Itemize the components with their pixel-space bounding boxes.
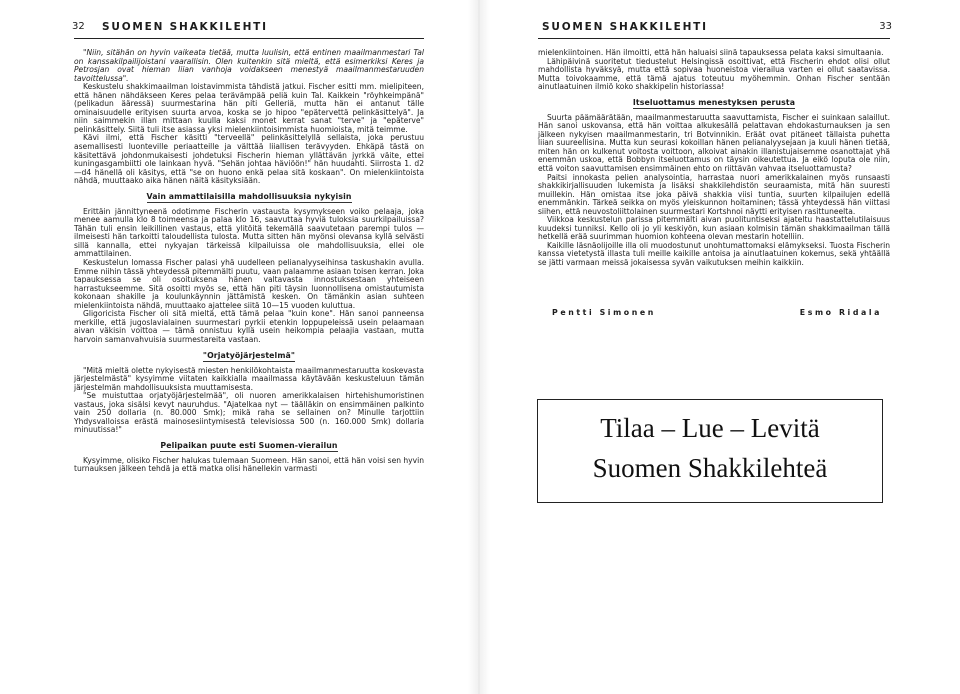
left-page <box>74 18 424 680</box>
page-number: 32 <box>72 21 85 32</box>
paragraph: "Mitä mieltä olette nykyisestä miesten henkilökohtaista maailmanmestaruutta koskevasta järjestelmästä" kysyimme viitaten kaikkialla maailmassa käytävään keskusteluun tämän järjestelmän mahdollisuuksista muuttamisesta. <box>74 365 424 392</box>
right-page-header <box>538 18 890 39</box>
right-page <box>538 18 890 680</box>
signatures <box>538 308 890 317</box>
author-signature: Esmo Ridala <box>799 307 882 317</box>
section-heading-text: Vain ammattilaisilla mahdollisuuksia nykyisin <box>146 191 352 201</box>
paragraph: Suurta päämäärätään, maailmanmestaruutta saavuttamista, Fischer ei suinkaan salaillut. Hän sanoi uskovansa, että hän voittaa alkukesällä pelattavan ehdokasturnauksen ja sen jälkeen nykyisen maailmanmestarin, tri Botvinnikin. Eräät ovat pitäneet tällaista puhetta liian suureellisina. Mutta kun seurasi kokoillan hänen pelianalyysejaan ja kuuli hänen tietää, miten hän on kulkenut voitosta voittoon, alkoivat ainakin illanistujaisemme osanottajat yhä enemmän uskoa, että Bobbyn itseluottamus on täysin oikeutettua. Ja eikö loputa ole niin, että voiton saavuttamisen ensimmäinen ehto on riittävän vahvaa itseluottamusta? <box>538 112 890 174</box>
ad-line-2: Suomen Shakkilehteä <box>592 452 828 483</box>
paragraph: Keskustelu shakkimaailman loistavimmista tähdistä jatkui. Fischer esitti mm. mielipiteen, että hänen nähdäkseen Keres pelaa terävämpää peliä kuin Tal. Kaikkein "röyhkeimpänä" (pelikadun ääressä) suurmestarina hän piti Gelleriä, mutta hän ei antanut tälle ominaisuudelle erityisen suurta arvoa, koska se jo hipoo "epätervettä pelinkäsittelyä". Ja niin saimmekin illan mittaan kuulla kaksi monet kerrat sanat "terve" ja "epäterve" pelinkäsittely. Siitä tuli itse asiassa yksi mielenkiintoisimmista huomioista, mitä teimme. <box>74 82 424 134</box>
section-heading-text: "Orjatyöjärjestelmä" <box>202 350 296 360</box>
paragraph: Lähipäivinä suoritetut tiedustelut Helsingissä osoittivat, että Fischerin ehdot olisi ollut mahdollista hyväksyä, mutta että sopivaa huoneistoa vierailua varten ei ollut saatavissa. Mutta toivokaamme, että tämä ajatus toteutuu myöhemmin. Onhan Fischer sentään ainutlaatuinen ilmiö koko shakkipelin historiassa! <box>538 56 890 92</box>
left-page-text <box>74 49 424 474</box>
paragraph: mielenkiintoinen. Hän ilmoitti, että hän haluaisi siinä tapauksessa pelata kaksi simultaania. <box>538 48 884 57</box>
paragraph: Kävi ilmi, että Fischer käsitti "terveellä" pelinkäsittelyllä sellaista, joka perustuu asemallisesti luonteville periaatteille ja välttää liiallisen terävyyden. Ehkäpä tästä on käsitettävä johdonmukaisesti johdetuksi Fischerin hieman yllättävän jyrkkä väite, ettei kuningasgambiitti ole lainkaan hyvä. "Sehän johtaa häviöön!" hän huudahti. Siirrosta 1. d2—d4 hänellä oli käsitys, että "se on huono enkä pelaa sitä koskaan". On mielenkiintoista nähdä, muuttaako aika hänen näitä käsityksiään. <box>74 133 424 186</box>
paragraph: "Se muistuttaa orjatyöjärjestelmää", oli nuoren amerikkalaisen hirtehishumoristinen vastaus, joka sisälsi kevyt nauruhdus. "Ajatelkaa nyt — täälläkin on ensimmäinen palkinto vain 250 dollaria (n. 80.000 Smk); mikä raha se sellainen on? Minulle tarjottiin Yhdysvalloissa erästä mainosesiintymisestä televisiossa 500 (n. 160.000 Smk) dollaria minuutissa!" <box>74 391 424 435</box>
section-heading <box>74 441 424 451</box>
paragraph: Keskustelun lomassa Fischer palasi yhä uudelleen pelianalyyseihinsa taskushakin avulla. Emme niihin tässä yhteydessä pitemmälti puutu, vaan palaamme asiaan toisen kerran. Joka tapauksessa se oli osoituksena hänen valtavasta innostuksestaan yhteiseen harrastukseemme. Sitä osoitti myös se, että hän piti täysin luonnollisena omistautumista kokonaan shakille ja koulunkäynnin jättämistä kesken. On tämänkin asian suhteen mielenkiintoista nähdä, muuttaako ajattelee siitä 10—15 vuoden kuluttua. <box>74 258 424 310</box>
subscription-ad <box>537 399 883 503</box>
paragraph: Viikkoa keskustelun parissa pitemmälti aivan puolituntiseksi ajateltu haastattelutilaisuus kuudeksi tunniksi. Kello oli jo yli keskiyön, kun asiaan kolmisin tämän shakkimaailman tällä hetkellä erää suurimman huomion kohteena olevan mestarin hotelliin. <box>538 215 890 242</box>
paragraph: Kaikille läsnäolijoille illa oli muodostunut unohtumattomaksi elämykseksi. Tuosta Fischerin kanssa vietetystä illasta tuli meille kaikille antoisa ja ainutlaatuinen kokemus, sekä yhtäällä se jätti varmaan meissä jokaisessa syvän vaikutuksen meihin kaikkiin. <box>538 240 890 268</box>
running-title: SUOMEN SHAKKILEHTI <box>542 21 708 33</box>
page-gutter <box>468 0 490 694</box>
right-page-text <box>538 49 890 268</box>
section-heading <box>74 192 424 202</box>
section-heading-text: Itseluottamus menestyksen perusta <box>632 97 796 107</box>
paragraph: Paitsi innokasta pelien analysointia, harrastaa nuori amerikkalainen myös runsaasti shakkikirjallisuuden lukemista ja lisäksi shakkilehdistön seuraamista, mitä hän suuresti muillekin. Hän omistaa itse joka päivä shakkia viisi tuntia, suurten kilpailujen edellä enemmänkin. Tärkeä seikka on myös yleiskunnon hoitaminen; tässä yhteydessä hän viittasi siihen, että neuvostoliittolainen suurmestari Kortshnoi näytti erityisen rasittuneelta. <box>538 172 890 216</box>
paragraph: Erittäin jännittyneenä odotimme Fischerin vastausta kysymykseen voiko pelaaja, joka menee aamulla klo 8 toimeensa ja palaa klo 16, saavuttaa hyviä tuloksia suurkilpailuissa? Tähän tuli ensin leikillinen vastaus, että ylitöitä tekemällä saavutetaan parempi tulos — ilmeisesti hän tarkoitti taloudellista tulosta. Mutta sitten hän myönsi olevansa kyllä selvästi sillä kannalla, ettei nykyajan tärkeissä kilpailuissa ole mahdollisuuksia, ellei ole ammattilainen. <box>74 206 424 259</box>
left-page-header <box>74 18 424 39</box>
ad-line-1: Tilaa – Lue – Levitä <box>600 412 820 443</box>
paragraph: "Niin, sitähän on hyvin vaikeata tietää, mutta luulisin, että entinen maailmanmestari Tal on kanssakilpailijoistani vaarallisin. Olen kuitenkin sitä mieltä, että esimerkiksi Keres ja Petrosjan ovat hieman liian vanhoja voidakseen menestyä maailmanmestaruuden tavoittelussa". <box>74 48 424 83</box>
paragraph: Gligoricista Fischer oli sitä mieltä, että tämä pelaa "kuin kone". Hän sanoi panneensa merkille, että jugoslavialainen suurmestari pyrkii etenkin loppupeleissä usein pelaamaan aivan väkisin voittoa — tämä onnistuu kyllä usein heikompia pelaajia vastaan, mutta harvoin samanvahvuisia suurmestareita vastaan. <box>74 309 424 344</box>
paragraph: Kysyimme, olisiko Fischer halukas tulemaan Suomeen. Hän sanoi, että hän voisi sen hyvin turnauksen jälkeen tehdä ja että matka olisi hänellekin varmasti <box>74 455 424 474</box>
page-number: 33 <box>879 21 892 32</box>
author-signature: Pentti Simonen <box>552 307 656 317</box>
running-title: SUOMEN SHAKKILEHTI <box>102 21 268 33</box>
section-heading <box>74 351 424 361</box>
section-heading <box>538 98 890 108</box>
section-heading-text: Pelipaikan puute esti Suomen-vierailun <box>160 440 338 450</box>
